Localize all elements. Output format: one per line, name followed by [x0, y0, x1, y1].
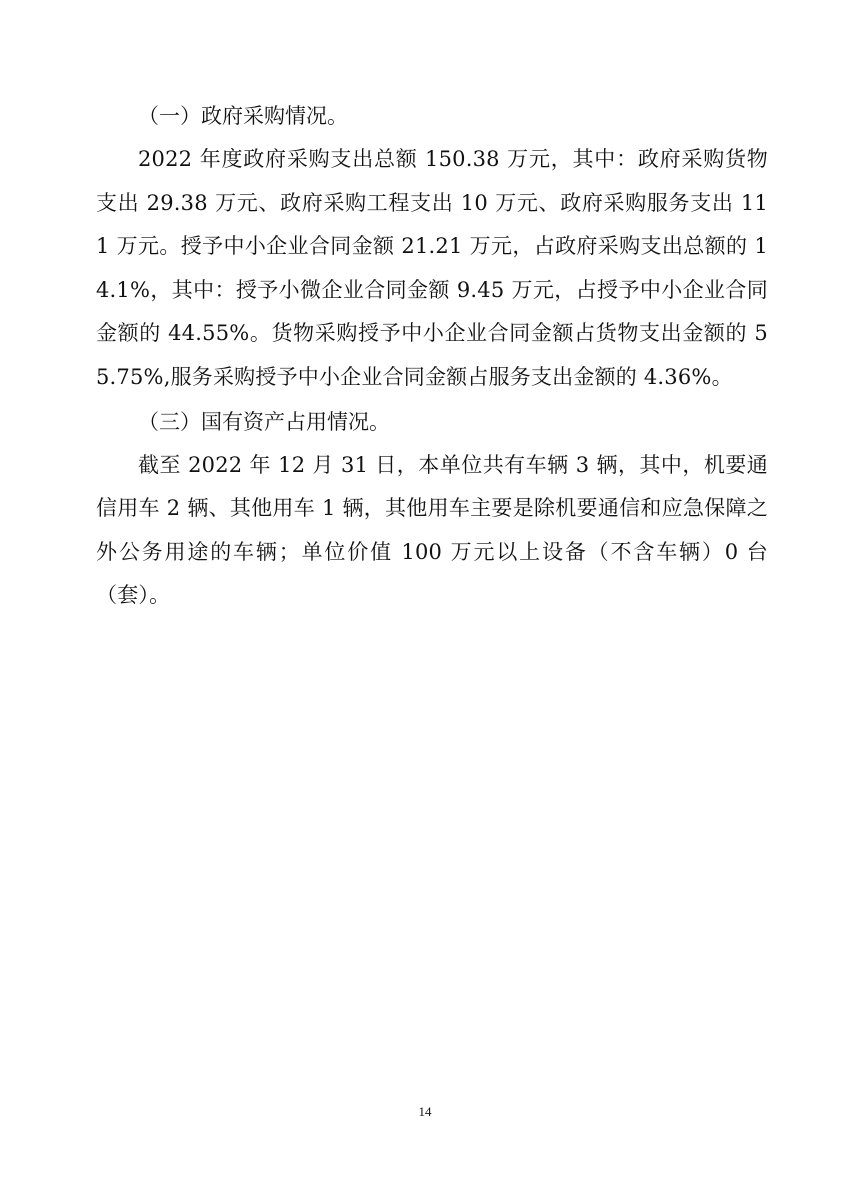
section-paragraph-state-assets: 截至 2022 年 12 月 31 日，本单位共有车辆 3 辆，其中，机要通信用车 2 辆、其他用车 1 辆，其他用车主要是除机要通信和应急保障之外公务用途的车辆；单位价值 100 万元以上设备（不含车辆）0 台（套）。 [96, 452, 768, 608]
page-number: 14 [418, 1104, 432, 1119]
section-heading-procurement: （一）政府采购情况。 [138, 104, 348, 128]
section-paragraph-procurement: 2022 年度政府采购支出总额 150.38 万元，其中：政府采购货物支出 29.38 万元、政府采购工程支出 10 万元、政府采购服务支出 111 万元。授予中小企业合同金额 21.21 万元，占政府采购支出总额的 14.1%，其中：授予小微企业合同金额 9.45 万元，占授予中小企业合同金额的 44.55%。货物采购授予中小企业合同金额占货物支出金额的 55.75%,服务采购授予中小企业合同金额占服务支出金额的 4.36%。 [96, 147, 768, 389]
document-body [96, 94, 768, 618]
section-heading-state-assets: （三）国有资产占用情况。 [138, 409, 390, 434]
